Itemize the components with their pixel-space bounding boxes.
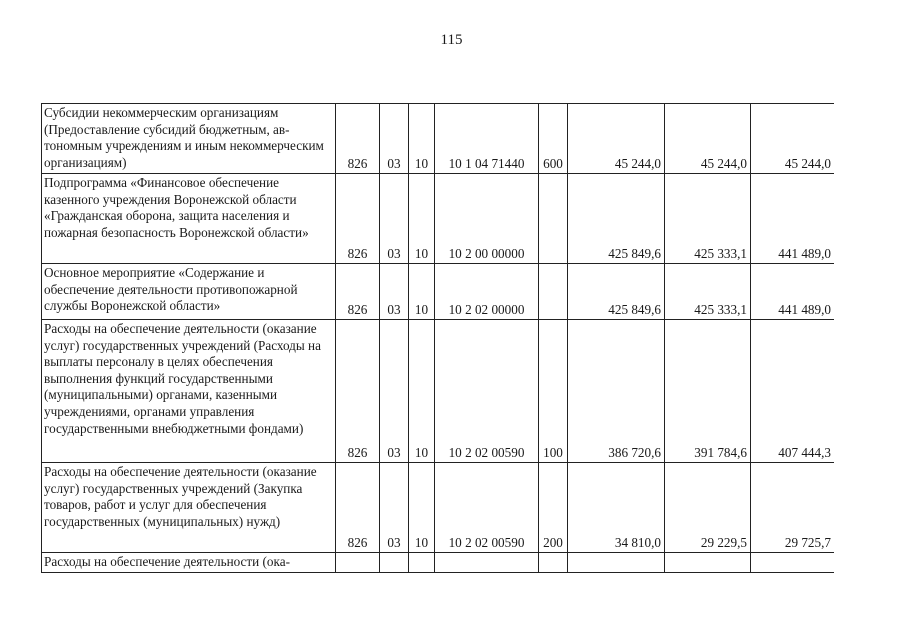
grbs-code: 826 [336,320,380,463]
subsection-code: 10 [409,463,435,553]
table-row [42,264,835,320]
amount-year-2: 45 244,0 [665,104,751,174]
expense-name: Подпрограмма «Финансовое обеспечение казенного учреждения Воронежской области «Гражданская оборона, защита населения и пожарная безопасность Воронежской области» [42,174,336,264]
amount-year-2 [665,553,751,573]
section-code: 03 [380,104,409,174]
amount-year-1: 34 810,0 [568,463,665,553]
amount-year-3: 441 489,0 [751,264,835,320]
expense-name: Расходы на обеспечение деятельности (ока- [42,553,336,573]
section-code: 03 [380,463,409,553]
amount-year-1: 386 720,6 [568,320,665,463]
section-code: 03 [380,264,409,320]
amount-year-2: 425 333,1 [665,264,751,320]
subsection-code: 10 [409,264,435,320]
section-code [380,553,409,573]
target-article-code: 10 2 02 00590 [435,320,539,463]
expense-name: Расходы на обеспечение деятельности (оказание услуг) государственных учреждений (Расходы на выплаты персоналу в целях обеспечения выполнения функций государственными (муниципальными) органами, казенными учреждениями, органами управления государственными внебюджетными фондами) [42,320,336,463]
page-number: 115 [440,32,463,48]
grbs-code [336,553,380,573]
expense-type-code [539,174,568,264]
amount-year-3: 407 444,3 [751,320,835,463]
amount-year-2: 391 784,6 [665,320,751,463]
target-article-code: 10 2 00 00000 [435,174,539,264]
grbs-code: 826 [336,463,380,553]
grbs-code: 826 [336,104,380,174]
amount-year-1: 425 849,6 [568,264,665,320]
amount-year-3: 45 244,0 [751,104,835,174]
section-code: 03 [380,320,409,463]
expense-type-code: 600 [539,104,568,174]
grbs-code: 826 [336,174,380,264]
expense-type-code: 200 [539,463,568,553]
subsection-code: 10 [409,104,435,174]
target-article-code: 10 1 04 71440 [435,104,539,174]
budget-table-container [41,103,834,640]
expense-name: Расходы на обеспечение деятельности (оказание услуг) государственных учреждений (Закупка товаров, работ и услуг для обеспечения государственных (муниципальных) нужд) [42,463,336,553]
table-row [42,463,835,553]
target-article-code: 10 2 02 00000 [435,264,539,320]
budget-table [41,103,834,573]
subsection-code: 10 [409,174,435,264]
table-row [42,104,835,174]
amount-year-2: 29 229,5 [665,463,751,553]
grbs-code: 826 [336,264,380,320]
table-row [42,553,835,573]
expense-type-code [539,264,568,320]
amount-year-1: 425 849,6 [568,174,665,264]
amount-year-3: 441 489,0 [751,174,835,264]
expense-type-code [539,553,568,573]
expense-type-code: 100 [539,320,568,463]
target-article-code [435,553,539,573]
section-code: 03 [380,174,409,264]
amount-year-3 [751,553,835,573]
amount-year-1 [568,553,665,573]
amount-year-1: 45 244,0 [568,104,665,174]
subsection-code: 10 [409,320,435,463]
expense-name: Субсидии некоммерческим организациям (Предоставление субсидий бюджетным, автономным учреждениям и иным некоммерческим организациям) [42,104,336,174]
amount-year-3: 29 725,7 [751,463,835,553]
subsection-code [409,553,435,573]
expense-name: Основное мероприятие «Содержание и обеспечение деятельности противопожарной службы Воронежской области» [42,264,336,320]
target-article-code: 10 2 02 00590 [435,463,539,553]
table-row [42,320,835,463]
amount-year-2: 425 333,1 [665,174,751,264]
table-row [42,174,835,264]
